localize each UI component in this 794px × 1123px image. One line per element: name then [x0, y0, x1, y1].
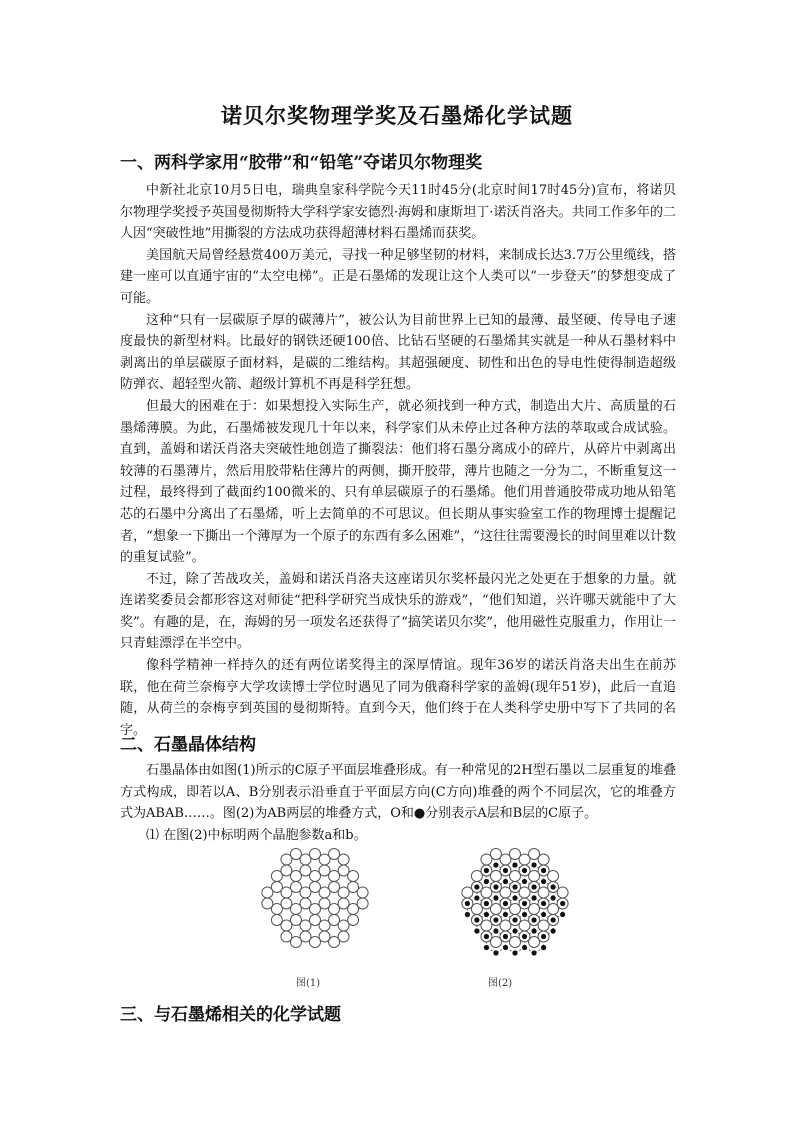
- carbon-atom-b-layer: [503, 912, 508, 917]
- carbon-atom-b-layer: [503, 901, 508, 906]
- carbon-atom: [348, 871, 359, 882]
- carbon-atom-b-layer: [531, 928, 536, 933]
- carbon-atom: [348, 915, 359, 926]
- carbon-atom: [557, 887, 568, 898]
- carbon-atom-b-layer: [541, 945, 546, 950]
- section-1-body: [120, 180, 676, 741]
- paragraph: 像科学精神一样持久的还有两位诺奖得主的深厚情谊。现年36岁的诺沃肖洛夫出生在前苏联，他在荷兰奈梅亨大学攻读博士学位时遇见了同为俄裔科学家的盖姆(现年51岁)，此后一直追随，从荷兰的奈梅亨到英国的曼彻斯特。直到今天，他们终于在人类科学史册中写下了共同的名字。: [120, 658, 676, 738]
- carbon-atom-b-layer: [493, 917, 498, 922]
- carbon-atom-b-layer: [503, 945, 508, 950]
- carbon-atom: [529, 937, 540, 948]
- carbon-atom-b-layer: [493, 928, 498, 933]
- carbon-atom-b-layer: [503, 868, 508, 873]
- carbon-atom-b-layer: [531, 950, 536, 955]
- carbon-atom-b-layer: [503, 934, 508, 939]
- carbon-atom-b-layer: [541, 868, 546, 873]
- carbon-atom-b-layer: [522, 901, 527, 906]
- carbon-atom-b-layer: [474, 884, 479, 889]
- section-1-heading: 一、两科学家用“胶带”和“铅笔”夺诺贝尔物理奖: [120, 153, 483, 173]
- carbon-atom: [538, 854, 549, 865]
- carbon-atom-b-layer: [541, 912, 546, 917]
- carbon-atom-b-layer: [493, 862, 498, 867]
- carbon-atom: [281, 931, 292, 942]
- carbon-atom-b-layer: [493, 950, 498, 955]
- carbon-atom-b-layer: [551, 884, 556, 889]
- carbon-atom: [548, 871, 559, 882]
- paragraph: 中新社北京10月5日电，瑞典皇家科学院今天11时45分(北京时间17时45分)宣布，将诺贝尔物理学奖授予英国曼彻斯特大学科学家安德烈·海姆和康斯坦丁·诺沃肖洛夫。共同工作多年的二人因“突破性地”用撕裂的方法成功获得超薄材料石墨烯而获奖。: [120, 183, 677, 242]
- carbon-atom-b-layer: [541, 901, 546, 906]
- carbon-atom-b-layer: [512, 917, 517, 922]
- carbon-atom-b-layer: [522, 945, 527, 950]
- carbon-atom-b-layer: [484, 868, 489, 873]
- paragraph: 美国航天局曾经悬赏400万美元，寻找一种足够坚韧的材料，来制成长达3.7万公里缆线，搭建一座可以直通宇宙的“太空电梯”。正是石墨烯的发现让这个人类可以“一步登天”的梦想变成了可能。: [120, 247, 676, 306]
- carbon-atom-b-layer: [531, 895, 536, 900]
- paragraph: 石墨晶体由如图(1)所示的C原子平面层堆叠形成。有一种常见的2H型石墨以二层重复的堆叠方式构成，即若以A、B分别表示沿垂直于平面层方向(C方向)堆叠的两个不同层次，它的堆叠方式为ABAB……。图(2)为AB两层的堆叠方式，O和●分别表示A层和B层的C原子。: [120, 763, 676, 822]
- carbon-atom: [357, 887, 368, 898]
- carbon-atom: [329, 937, 340, 948]
- carbon-atom-b-layer: [551, 928, 556, 933]
- carbon-atom-b-layer: [522, 912, 527, 917]
- carbon-atom: [271, 871, 282, 882]
- carbon-atom-b-layer: [531, 862, 536, 867]
- carbon-atom-b-layer: [512, 950, 517, 955]
- carbon-atom-b-layer: [474, 895, 479, 900]
- carbon-atom-b-layer: [474, 928, 479, 933]
- carbon-atom-b-layer: [522, 868, 527, 873]
- carbon-atom: [510, 937, 521, 948]
- carbon-atom: [338, 854, 349, 865]
- carbon-atom: [481, 854, 492, 865]
- section-3-heading: 三、与石墨烯相关的化学试题: [120, 1005, 341, 1025]
- carbon-atom-b-layer: [484, 934, 489, 939]
- paragraph: 这种“只有一层碳原子厚的碳薄片”，被公认为目前世界上已知的最薄、最坚硬、传导电子速度最快的新型材料。比最好的钢铁还硬100倍、比钻石坚硬的石墨烯其实就是一种从石墨材料中剥离出的单层碳原子面材料，是碳的二维结构。其超强硬度、韧性和出色的导电性使得制造超级防弹衣、超轻型火箭、超级计算机不再是科学狂想。: [120, 312, 676, 393]
- carbon-atom-b-layer: [474, 917, 479, 922]
- carbon-atom: [310, 937, 321, 948]
- carbon-atom-b-layer: [512, 895, 517, 900]
- carbon-atom-b-layer: [465, 901, 470, 906]
- paragraph: 但最大的困难在于：如果想投入实际生产，就必须找到一种方式，制造出大片、高质量的石墨烯薄膜。为此，石墨烯被发现几十年以来，科学家们从未停止过各种方法的萃取或合成试验。直到，盖姆和诺沃肖洛夫突破性地创造了撕裂法：他们将石墨分离成小的碎片，从碎片中剥离出较薄的石墨薄片，然后用胶带粘住薄片的两侧，撕开胶带，薄片也随之一分为二，不断重复这一过程，最终得到了截面约100微米的、只有单层碳原子的石墨烯。他们用普通胶带成功地从铅笔芯的石墨中分离出了石墨烯，听上去简单的不可思议。但长期从事实验室工作的物理博士提醒记者，“想象一下撕出一个薄厚为一个原子的东西有多么困难”，“这往往需要漫长的时间里难以计数的重复试验”。: [120, 398, 676, 566]
- figure-1-caption: 图(1): [296, 978, 321, 989]
- carbon-atom: [271, 915, 282, 926]
- section-2-heading: 二、石墨晶体结构: [120, 735, 256, 755]
- carbon-atom: [281, 854, 292, 865]
- carbon-atom-b-layer: [560, 901, 565, 906]
- figures: [120, 832, 676, 992]
- paragraph: 不过，除了苦战攻关，盖姆和诺沃肖洛夫这座诺贝尔奖杯最闪光之处更在于想象的力量。就连诺奖委员会都形容这对师徒“把科学研究当成快乐的游戏”，“他们知道，兴许哪天就能中了大奖”。有趣的是，在，海姆的另一项发名还获得了“搞笑诺贝尔奖”，他用磁性克服重力，作用让一只青蛙漂浮在半空中。: [120, 571, 676, 652]
- carbon-atom-b-layer: [493, 895, 498, 900]
- carbon-atom-b-layer: [560, 912, 565, 917]
- carbon-atom-b-layer: [551, 895, 556, 900]
- page-title: 诺贝尔奖物理学奖及石墨烯化学试题: [221, 103, 573, 128]
- carbon-atom-b-layer: [484, 879, 489, 884]
- carbon-atom-b-layer: [551, 917, 556, 922]
- carbon-atom-b-layer: [484, 912, 489, 917]
- carbon-atom: [471, 871, 482, 882]
- carbon-atom: [462, 887, 473, 898]
- carbon-atom: [357, 898, 368, 909]
- carbon-atom-b-layer: [512, 928, 517, 933]
- carbon-atom-b-layer: [493, 884, 498, 889]
- carbon-atom-b-layer: [541, 934, 546, 939]
- paragraph: ⑴ 在图(2)中标明两个晶胞参数a和b。: [146, 827, 367, 843]
- carbon-atom-b-layer: [484, 901, 489, 906]
- carbon-atom-b-layer: [484, 945, 489, 950]
- carbon-atom: [262, 887, 273, 898]
- carbon-atom-b-layer: [531, 884, 536, 889]
- carbon-atom-b-layer: [522, 934, 527, 939]
- carbon-atom: [262, 898, 273, 909]
- figure-1-graphite-layer: [220, 832, 410, 967]
- carbon-atom-b-layer: [531, 917, 536, 922]
- carbon-atom-b-layer: [465, 912, 470, 917]
- figure-2-ab-stacking: [420, 832, 610, 967]
- carbon-atom-b-layer: [503, 879, 508, 884]
- carbon-atom-b-layer: [512, 884, 517, 889]
- figure-2-caption: 图(2): [488, 978, 513, 989]
- carbon-atom-b-layer: [512, 862, 517, 867]
- carbon-atom-b-layer: [522, 879, 527, 884]
- carbon-atom-b-layer: [541, 879, 546, 884]
